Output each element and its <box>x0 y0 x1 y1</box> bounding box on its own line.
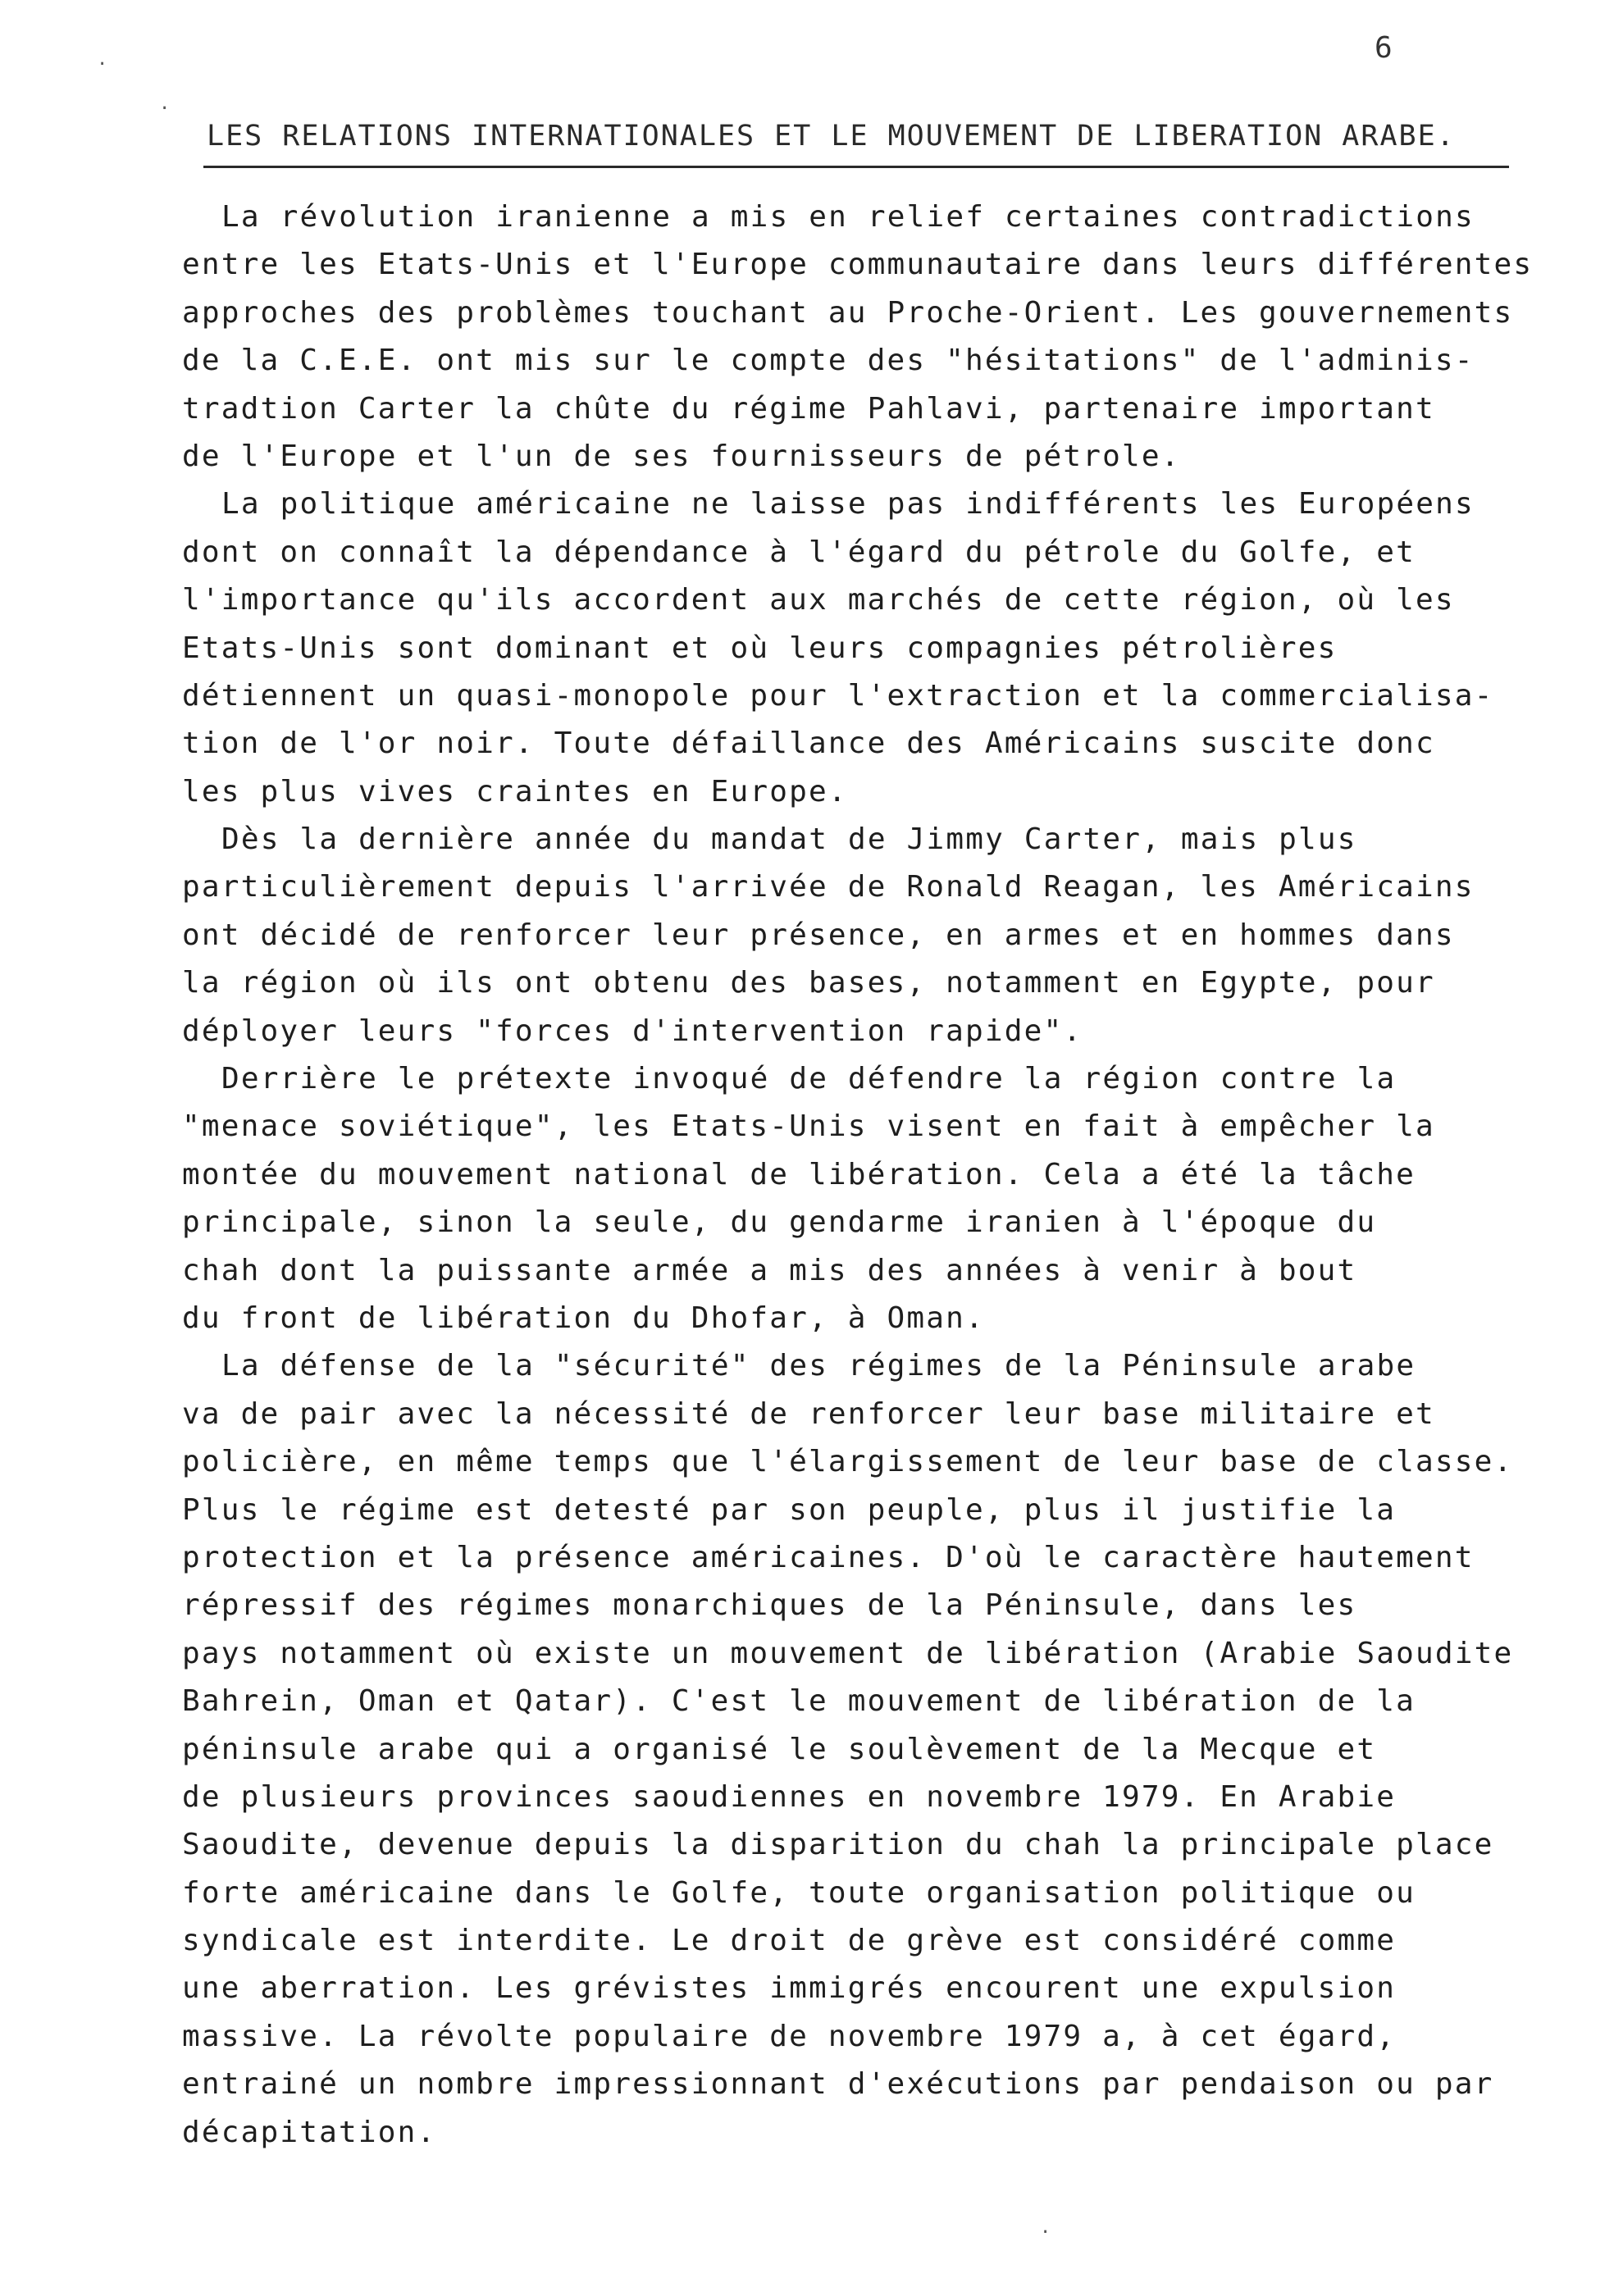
text-line: montée du mouvement national de libération. Cela a été la tâche <box>182 1157 1416 1191</box>
text-line: forte américaine dans le Golfe, toute organisation politique ou <box>182 1875 1416 1910</box>
text-line: va de pair avec la nécessité de renforcer leur base militaire et <box>182 1396 1435 1431</box>
text-line: protection et la présence américaines. D'où le caractère hautement <box>182 1540 1475 1574</box>
text-line: approches des problèmes touchant au Proche-Orient. Les gouvernements <box>182 295 1514 330</box>
text-line: pays notamment où existe un mouvement de libération (Arabie Saoudite <box>182 1636 1514 1670</box>
text-line: du front de libération du Dhofar, à Oman. <box>182 1301 985 1335</box>
text-line: une aberration. Les grévistes immigrés encourent une expulsion <box>182 1971 1397 2006</box>
scan-speck: · <box>1040 2222 1051 2243</box>
text-line: chah dont la puissante armée a mis des années à venir à bout <box>182 1253 1357 1287</box>
text-line: policière, en même temps que l'élargissement de leur base de classe. <box>182 1445 1514 1479</box>
text-line: les plus vives craintes en Europe. <box>182 774 848 809</box>
text-line: Plus le régime est detesté par son peuple, plus il justifie la <box>182 1492 1397 1527</box>
text-line: ont décidé de renforcer leur présence, en armes et en hommes dans <box>182 918 1455 952</box>
text-line: Derrière le prétexte invoqué de défendre la région contre la <box>221 1062 1397 1096</box>
text-line: principale, sinon la seule, du gendarme iranien à l'époque du <box>182 1205 1377 1240</box>
scan-speck: · <box>97 54 108 75</box>
text-line: la région où ils ont obtenu des bases, notamment en Egypte, pour <box>182 966 1435 1000</box>
text-line: entrainé un nombre impressionnant d'exécutions par pendaison ou par <box>182 2067 1494 2102</box>
text-line: l'importance qu'ils accordent aux marchés de cette région, où les <box>182 583 1455 617</box>
text-line: syndicale est interdite. Le droit de grève est considéré comme <box>182 1924 1397 1958</box>
body-text <box>182 194 1593 2157</box>
text-line: entre les Etats-Unis et l'Europe communautaire dans leurs différentes <box>182 248 1534 282</box>
text-line: La défense de la "sécurité" des régimes de la Péninsule arabe <box>221 1349 1416 1383</box>
text-line: de la C.E.E. ont mis sur le compte des "hésitations" de l'adminis- <box>182 344 1475 378</box>
page-number: 6 <box>1375 31 1393 65</box>
text-line: massive. La révolte populaire de novembre 1979 a, à cet égard, <box>182 2019 1397 2053</box>
text-line: répressif des régimes monarchiques de la Péninsule, dans les <box>182 1588 1357 1623</box>
scan-speck: · <box>159 98 171 119</box>
page-title: LES RELATIONS INTERNATIONALES ET LE MOUVEMENT DE LIBERATION ARABE. <box>207 120 1456 153</box>
text-line: Saoudite, devenue depuis la disparition du chah la principale place <box>182 1828 1494 1862</box>
text-line: Etats-Unis sont dominant et où leurs compagnies pétrolières <box>182 631 1338 665</box>
text-line: La politique américaine ne laisse pas indifférents les Européens <box>221 487 1475 522</box>
text-line: tion de l'or noir. Toute défaillance des Américains suscite donc <box>182 727 1435 761</box>
text-line: dont on connaît la dépendance à l'égard du pétrole du Golfe, et <box>182 535 1416 569</box>
text-line: La révolution iranienne a mis en relief certaines contradictions <box>221 200 1475 234</box>
text-line: détiennent un quasi-monopole pour l'extraction et la commercialisa- <box>182 678 1494 713</box>
text-line: déployer leurs "forces d'intervention rapide". <box>182 1014 1083 1048</box>
text-line: "menace soviétique", les Etats-Unis visent en fait à empêcher la <box>182 1109 1435 1144</box>
text-line: décapitation. <box>182 2115 437 2149</box>
text-line: de plusieurs provinces saoudiennes en novembre 1979. En Arabie <box>182 1779 1397 1814</box>
text-line: particulièrement depuis l'arrivée de Ronald Reagan, les Américains <box>182 870 1475 904</box>
text-line: péninsule arabe qui a organisé le soulèvement de la Mecque et <box>182 1732 1377 1766</box>
title-underline <box>203 166 1509 168</box>
text-line: tradtion Carter la chûte du régime Pahlavi, partenaire important <box>182 391 1435 426</box>
text-line: Dès la dernière année du mandat de Jimmy Carter, mais plus <box>221 822 1357 857</box>
text-line: Bahrein, Oman et Qatar). C'est le mouvement de libération de la <box>182 1684 1416 1719</box>
text-line: de l'Europe et l'un de ses fournisseurs de pétrole. <box>182 439 1181 473</box>
